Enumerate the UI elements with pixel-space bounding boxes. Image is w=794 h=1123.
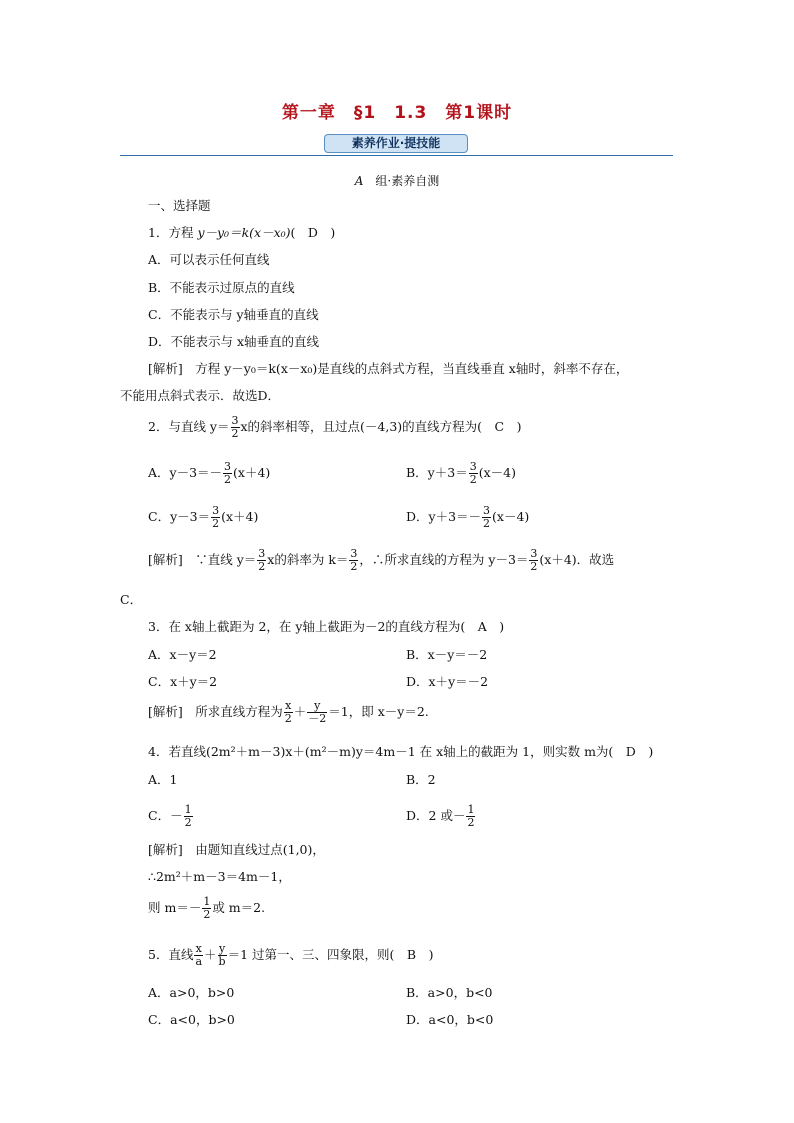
q4-option-d-pre: D．2 或－ xyxy=(406,808,466,823)
q4-option-d-fraction xyxy=(466,804,475,829)
fraction-denominator: 2 xyxy=(350,560,358,573)
q2-option-c-pre: C．y－3＝ xyxy=(148,509,211,524)
q5-option-b: B．a>0，b<0 xyxy=(406,985,493,1000)
q1-answer: ( D ) xyxy=(290,225,336,240)
q3-option-a: A．x－y＝2 xyxy=(148,647,217,662)
q2-option-c-fraction xyxy=(211,505,220,530)
q1-option-b: B．不能表示过原点的直线 xyxy=(148,280,295,295)
q3-option-d: D．x＋y＝－2 xyxy=(406,674,489,689)
q2-option-d-fraction xyxy=(482,505,491,530)
fraction-numerator: 3 xyxy=(350,547,358,560)
q1-option-c: C．不能表示与 y轴垂直的直线 xyxy=(148,307,319,322)
fraction-numerator: 1 xyxy=(184,803,192,816)
q2-analysis-mid2: ，∴所求直线的方程为 y－3＝ xyxy=(359,552,529,567)
q4-analysis-line3 xyxy=(148,896,265,921)
q3-analysis xyxy=(148,700,429,725)
fraction-denominator: a xyxy=(195,955,203,968)
q4-option-b: B．2 xyxy=(406,772,436,787)
q4-stem: 4．若直线(2m²＋m－3)x＋(m²－m)y＝4m－1 在 x轴上的截距为 1，则实数 m为( D ) xyxy=(148,744,654,759)
fraction-numerator: 3 xyxy=(483,504,491,517)
section-heading: 一、选择题 xyxy=(148,198,211,213)
group-heading xyxy=(0,172,794,189)
q5-stem-pre: 5．直线 xyxy=(148,947,194,962)
q4-analysis-fraction xyxy=(202,896,211,921)
q1-option-a: A．可以表示任何直线 xyxy=(148,252,270,267)
fraction-denominator: 2 xyxy=(184,816,192,829)
group-text: 组·素养自测 xyxy=(375,174,440,188)
section-banner: 素养作业·提技能 xyxy=(324,134,468,153)
q2-analysis-mid1: x的斜率为 k＝ xyxy=(267,552,349,567)
q5-fraction-x xyxy=(194,943,203,968)
q2-analysis-line1 xyxy=(148,548,614,573)
q2-option-d-pre: D．y＋3＝－ xyxy=(406,509,482,524)
q2-analysis-pre: [解析] ∵直线 y＝ xyxy=(148,552,257,567)
q2-option-c xyxy=(148,505,258,530)
q5-stem-post: ＝1 过第一、三、四象限，则( B ) xyxy=(227,947,434,962)
fraction-denominator: 2 xyxy=(530,560,538,573)
q1-analysis-line2: 不能用点斜式表示．故选D． xyxy=(120,388,281,403)
q2-option-b xyxy=(406,461,516,486)
q3-option-c: C．x＋y＝2 xyxy=(148,674,218,689)
q2-stem-fraction xyxy=(231,415,240,440)
fraction-denominator: 2 xyxy=(469,473,477,486)
q1-stem-eq: y－y₀＝k(x－x₀) xyxy=(197,225,291,240)
q5-stem xyxy=(148,943,433,968)
fraction-denominator: 2 xyxy=(284,712,292,725)
q2-option-d-post: (x－4) xyxy=(492,509,530,524)
fraction-denominator: 2 xyxy=(224,473,232,486)
q2-option-c-post: (x＋4) xyxy=(221,509,259,524)
fraction-numerator: y xyxy=(218,942,226,955)
q2-option-a-fraction xyxy=(223,461,232,486)
group-letter: A xyxy=(354,174,364,188)
fraction-denominator: 2 xyxy=(483,517,491,530)
q1-stem-pre: 1．方程 xyxy=(148,225,198,240)
fraction-numerator: 3 xyxy=(212,504,220,517)
q1-analysis-line1: [解析] 方程 y－y₀＝k(x－x₀)是直线的点斜式方程，当直线垂直 x轴时，斜率不存在， xyxy=(148,361,629,376)
fraction-denominator: 2 xyxy=(467,816,475,829)
q5-option-c: C．a<0，b>0 xyxy=(148,1012,235,1027)
q3-fraction-y xyxy=(307,700,327,725)
q2-option-a-post: (x＋4) xyxy=(233,465,271,480)
q4-analysis-line2: ∴2m²＋m－3＝4m－1， xyxy=(148,869,291,884)
fraction-numerator: y xyxy=(307,700,327,713)
fraction-numerator: 3 xyxy=(224,460,232,473)
fraction-numerator: 3 xyxy=(469,460,477,473)
q2-option-b-pre: B．y＋3＝ xyxy=(406,465,468,480)
q5-fraction-y xyxy=(218,943,227,968)
fraction-numerator: x xyxy=(195,942,202,955)
q2-analysis-fraction-2 xyxy=(349,548,358,573)
q2-option-a-pre: A．y－3＝－ xyxy=(148,465,223,480)
q4-option-c-pre: C．－ xyxy=(148,808,183,823)
q4-option-c-fraction xyxy=(184,804,193,829)
q2-analysis-post: (x＋4)．故选 xyxy=(539,552,615,567)
banner-rule xyxy=(120,155,673,156)
plus-sign: ＋ xyxy=(293,704,307,719)
q2-analysis-fraction-3 xyxy=(529,548,538,573)
q2-analysis-line2: C． xyxy=(120,592,143,607)
q3-analysis-pre: [解析] 所求直线方程为 xyxy=(148,704,283,719)
fraction-denominator: －2 xyxy=(308,712,327,725)
q2-option-b-post: (x－4) xyxy=(478,465,516,480)
q5-option-a: A．a>0，b>0 xyxy=(148,985,235,1000)
fraction-denominator: 2 xyxy=(212,517,220,530)
q4-analysis-line1: [解析] 由题知直线过点(1,0)， xyxy=(148,842,325,857)
q2-stem-post: x的斜率相等，且过点(－4,3)的直线方程为( C ) xyxy=(240,419,522,434)
plus-sign: ＋ xyxy=(204,947,217,962)
q4-analysis-3-pre: 则 m＝－ xyxy=(148,900,202,915)
q2-option-b-fraction xyxy=(469,461,478,486)
q1-stem xyxy=(148,223,335,241)
q3-fraction-x xyxy=(284,700,293,725)
q2-stem-pre: 2．与直线 y＝ xyxy=(148,419,230,434)
fraction-denominator: 2 xyxy=(231,427,239,440)
q4-analysis-3-post: 或 m＝2. xyxy=(212,900,266,915)
q2-stem xyxy=(148,415,522,440)
fraction-numerator: 3 xyxy=(258,547,266,560)
fraction-denominator: 2 xyxy=(258,560,266,573)
q4-option-a: A．1 xyxy=(148,772,178,787)
q1-option-d: D．不能表示与 x轴垂直的直线 xyxy=(148,334,320,349)
page-title: 第一章 §1 1.3 第1课时 xyxy=(281,103,513,123)
q2-analysis-fraction-1 xyxy=(257,548,266,573)
q3-option-b: B．x－y＝－2 xyxy=(406,647,488,662)
fraction-numerator: 3 xyxy=(231,414,239,427)
fraction-numerator: 3 xyxy=(530,547,538,560)
q2-option-d xyxy=(406,505,529,530)
fraction-numerator: 1 xyxy=(203,895,211,908)
fraction-numerator: 1 xyxy=(467,803,475,816)
fraction-denominator: 2 xyxy=(203,908,211,921)
q4-option-c xyxy=(148,804,194,829)
q5-option-d: D．a<0，b<0 xyxy=(406,1012,494,1027)
fraction-denominator: b xyxy=(218,955,226,968)
q3-analysis-post: ＝1，即 x－y＝2. xyxy=(328,704,429,719)
fraction-numerator: x xyxy=(285,699,292,712)
q3-stem: 3．在 x轴上截距为 2，在 y轴上截距为－2的直线方程为( A ) xyxy=(148,619,505,634)
q2-option-a xyxy=(148,461,270,486)
q4-option-d xyxy=(406,804,476,829)
